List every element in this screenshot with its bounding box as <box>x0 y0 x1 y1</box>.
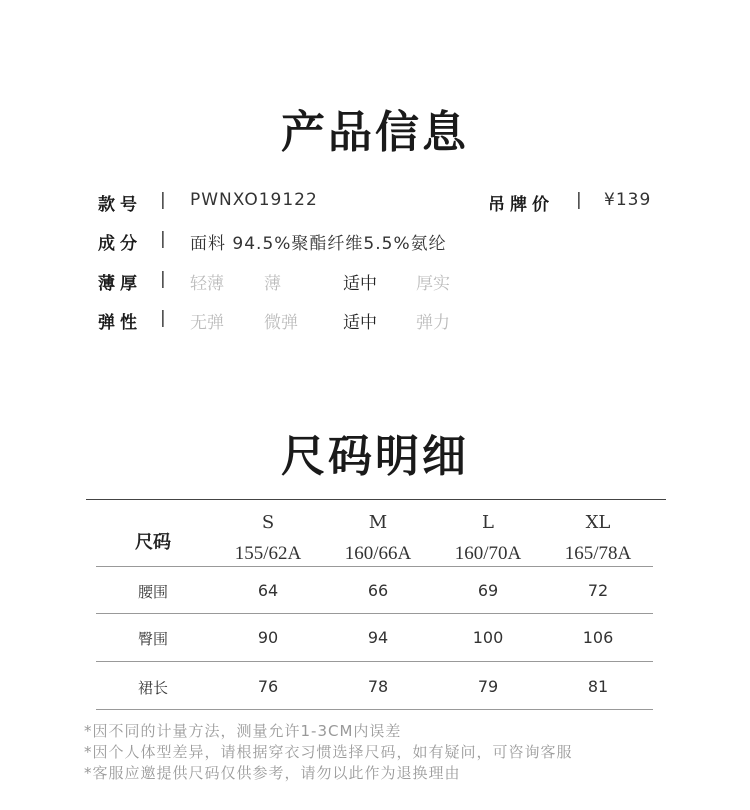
thickness-option: 轻薄 <box>190 274 224 294</box>
row-label-waist: 腰围 <box>137 583 168 601</box>
thickness-option: 薄 <box>264 274 281 294</box>
tag-price-label: 吊牌价 <box>488 195 554 215</box>
separator: | <box>160 229 166 249</box>
table-cell: 94 <box>367 628 389 647</box>
table-top-divider <box>86 499 666 500</box>
row-divider <box>96 709 653 710</box>
table-cell: 78 <box>367 677 389 696</box>
row-divider <box>96 566 653 567</box>
thickness-label: 薄厚 <box>98 274 142 294</box>
table-cell: 76 <box>257 677 279 696</box>
composition-value: 面料 94.5%聚酯纤维5.5%氨纶 <box>190 234 447 254</box>
table-cell: 81 <box>587 677 609 696</box>
style-no-label: 款号 <box>98 195 142 215</box>
elasticity-option: 微弹 <box>264 313 298 333</box>
tag-price-value: ¥139 <box>604 190 652 210</box>
composition-label: 成分 <box>98 234 142 254</box>
row-label-hip: 臀围 <box>137 630 168 648</box>
table-cell: 106 <box>582 628 614 647</box>
size-spec: 160/66A <box>344 543 412 564</box>
separator: | <box>160 269 166 289</box>
composition-row <box>98 229 658 259</box>
size-code: L <box>482 512 494 533</box>
style-no-value: PWNXO19122 <box>190 190 318 210</box>
table-cell: 100 <box>472 628 504 647</box>
elasticity-row <box>98 308 658 338</box>
product-info-title: 产品信息 <box>281 107 469 158</box>
size-code: XL <box>585 512 611 533</box>
thickness-row <box>98 269 658 299</box>
note-body-type: *因个人体型差异，请根据穿衣习惯选择尺码，如有疑问，可咨询客服 <box>84 743 573 761</box>
elasticity-option: 无弹 <box>190 313 224 333</box>
elasticity-option: 弹力 <box>416 313 450 333</box>
table-cell: 72 <box>587 581 609 600</box>
row-label-length: 裙长 <box>137 679 168 697</box>
table-cell: 79 <box>477 677 499 696</box>
thickness-option: 厚实 <box>416 274 450 294</box>
row-divider <box>96 661 653 662</box>
size-code: M <box>368 512 388 533</box>
note-measurement: *因不同的计量方法，测量允许1-3CM内误差 <box>84 722 402 740</box>
thickness-option: 适中 <box>343 274 377 294</box>
elasticity-label: 弹性 <box>98 313 142 333</box>
separator: | <box>160 308 166 328</box>
size-detail-title: 尺码明细 <box>281 431 469 482</box>
size-header-label: 尺码 <box>135 532 171 553</box>
separator: | <box>160 190 166 210</box>
size-spec: 160/70A <box>454 543 522 564</box>
table-cell: 64 <box>257 581 279 600</box>
table-cell: 90 <box>257 628 279 647</box>
note-reference: *客服应邀提供尺码仅供参考，请勿以此作为退换理由 <box>84 764 461 782</box>
size-spec: 155/62A <box>234 543 302 564</box>
row-divider <box>96 613 653 614</box>
style-no-row <box>98 190 658 220</box>
separator: | <box>576 190 582 210</box>
table-cell: 66 <box>367 581 389 600</box>
size-spec: 165/78A <box>564 543 632 564</box>
table-cell: 69 <box>477 581 499 600</box>
elasticity-option: 适中 <box>343 313 377 333</box>
size-code: S <box>261 512 275 533</box>
